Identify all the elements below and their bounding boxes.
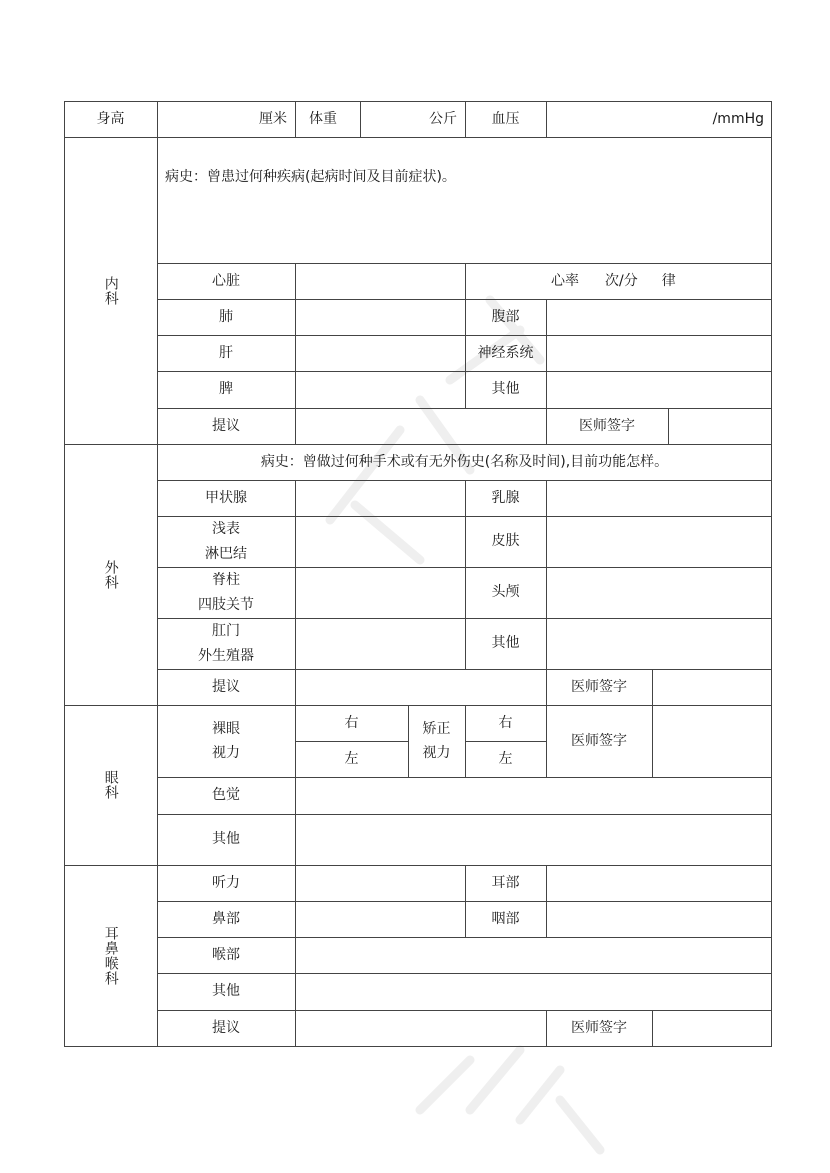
pharynx-label: 咽部 <box>491 910 520 927</box>
eye-other-field[interactable] <box>295 814 772 865</box>
naked-vision-line1: 裸眼 <box>212 720 240 737</box>
surgery-other-field[interactable] <box>546 618 772 669</box>
anus-genitals-label <box>157 618 295 669</box>
nose-field[interactable] <box>295 901 465 937</box>
surgery-section-text: 外科 <box>102 559 119 590</box>
ear-field[interactable] <box>546 865 772 901</box>
color-vision-label: 色觉 <box>212 787 240 804</box>
internal-suggestion-field[interactable] <box>295 408 546 444</box>
lung-label: 肺 <box>219 308 233 325</box>
weight-label: 体重 <box>309 110 337 127</box>
pharynx-field[interactable] <box>546 901 772 937</box>
ear-label: 耳部 <box>491 874 520 891</box>
anus-label-line2: 外生殖器 <box>198 647 254 664</box>
lymph-node-label <box>157 516 295 567</box>
breast-field[interactable] <box>546 480 772 516</box>
blood-pressure-label: 血压 <box>491 110 520 127</box>
skin-label: 皮肤 <box>491 533 520 550</box>
lymph-node-field[interactable] <box>295 516 465 567</box>
eye-section-text: 眼科 <box>102 770 119 800</box>
breast-label: 乳腺 <box>491 489 520 506</box>
head-field[interactable] <box>546 567 772 618</box>
internal-medicine-section-label <box>64 137 157 444</box>
corrected-vision-label <box>408 705 465 777</box>
ent-doctor-sign-field[interactable] <box>652 1010 772 1047</box>
surgery-doctor-sign-field[interactable] <box>652 669 772 705</box>
surgery-section-label <box>64 444 157 705</box>
surgery-suggestion-label: 提议 <box>212 678 240 695</box>
corrected-vision-line1: 矫正 <box>422 720 451 737</box>
naked-right-field[interactable]: 右 <box>344 714 359 731</box>
corrected-vision-line2: 视力 <box>422 745 451 761</box>
per-minute-label: 次/分 <box>605 272 638 289</box>
height-unit: 厘米 <box>259 110 287 127</box>
internal-suggestion-label: 提议 <box>212 417 240 434</box>
liver-field[interactable] <box>295 335 465 371</box>
nose-label: 鼻部 <box>212 910 240 927</box>
internal-medicine-section-text: 内科 <box>102 275 119 306</box>
naked-vision-label <box>157 705 295 777</box>
eye-other-label: 其他 <box>212 831 240 848</box>
larynx-field[interactable] <box>295 937 772 973</box>
thyroid-label: 甲状腺 <box>205 489 247 506</box>
heart-rate-label: 心率 <box>551 272 579 289</box>
ent-suggestion-label: 提议 <box>212 1020 240 1037</box>
hearing-field[interactable] <box>295 865 465 901</box>
blood-pressure-unit: /mmHg <box>712 110 764 127</box>
spine-limbs-field[interactable] <box>295 567 465 618</box>
spine-limbs-label <box>157 567 295 618</box>
internal-doctor-sign-field[interactable] <box>668 408 772 444</box>
heart-label: 心脏 <box>212 272 240 289</box>
surgery-history-field[interactable]: 病史：曾做过何种手术或有无外伤史(名称及时间),目前功能怎样。 <box>260 453 669 470</box>
skin-field[interactable] <box>546 516 772 567</box>
internal-doctor-sign-label: 医师签字 <box>579 417 635 434</box>
thyroid-field[interactable] <box>295 480 465 516</box>
naked-vision-line2: 视力 <box>212 745 240 761</box>
liver-label: 肝 <box>219 344 233 361</box>
height-label: 身高 <box>96 110 125 127</box>
eye-doctor-sign-label: 医师签字 <box>571 732 627 749</box>
surgery-doctor-sign-label: 医师签字 <box>571 678 627 695</box>
ent-suggestion-field[interactable] <box>295 1010 546 1047</box>
hearing-label: 听力 <box>212 874 240 891</box>
abdomen-label: 腹部 <box>491 308 520 325</box>
weight-unit: 公斤 <box>429 110 457 127</box>
surgery-suggestion-field[interactable] <box>295 669 546 705</box>
spleen-field[interactable] <box>295 371 465 408</box>
eye-doctor-sign-field[interactable] <box>652 705 772 777</box>
ent-section-label <box>64 865 157 1047</box>
larynx-label: 喉部 <box>212 946 240 963</box>
color-vision-field[interactable] <box>295 777 772 814</box>
spine-label-line2: 四肢关节 <box>198 596 254 613</box>
naked-left-field[interactable]: 左 <box>344 750 359 767</box>
corrected-left-field[interactable]: 左 <box>498 750 513 767</box>
abdomen-field[interactable] <box>546 299 772 335</box>
nervous-system-field[interactable] <box>546 335 772 371</box>
eye-section-label <box>64 705 157 865</box>
internal-history-field[interactable]: 病史：曾患过何种疾病(起病时间及目前症状)。 <box>165 169 456 185</box>
corrected-right-field[interactable]: 右 <box>498 714 513 731</box>
anus-label-line1: 肛门 <box>212 623 240 639</box>
head-label: 头颅 <box>491 584 520 601</box>
ent-doctor-sign-label: 医师签字 <box>571 1020 627 1037</box>
ent-section-text: 耳鼻喉科 <box>102 926 119 986</box>
spleen-label: 脾 <box>219 381 233 398</box>
internal-other-field[interactable] <box>546 371 772 408</box>
internal-other-label: 其他 <box>491 381 520 398</box>
nervous-system-label: 神经系统 <box>477 344 534 361</box>
ent-other-field[interactable] <box>295 973 772 1010</box>
ent-other-label: 其他 <box>212 983 240 1000</box>
rhythm-label: 律 <box>661 272 676 289</box>
heart-field[interactable] <box>295 263 465 299</box>
lymph-node-label-line1: 浅表 <box>212 521 240 537</box>
surgery-other-label: 其他 <box>491 635 520 652</box>
spine-label-line1: 脊柱 <box>212 572 240 588</box>
heart-rate-field[interactable] <box>465 263 772 299</box>
anus-genitals-field[interactable] <box>295 618 465 669</box>
lung-field[interactable] <box>295 299 465 335</box>
lymph-node-label-line2: 淋巴结 <box>205 545 247 562</box>
